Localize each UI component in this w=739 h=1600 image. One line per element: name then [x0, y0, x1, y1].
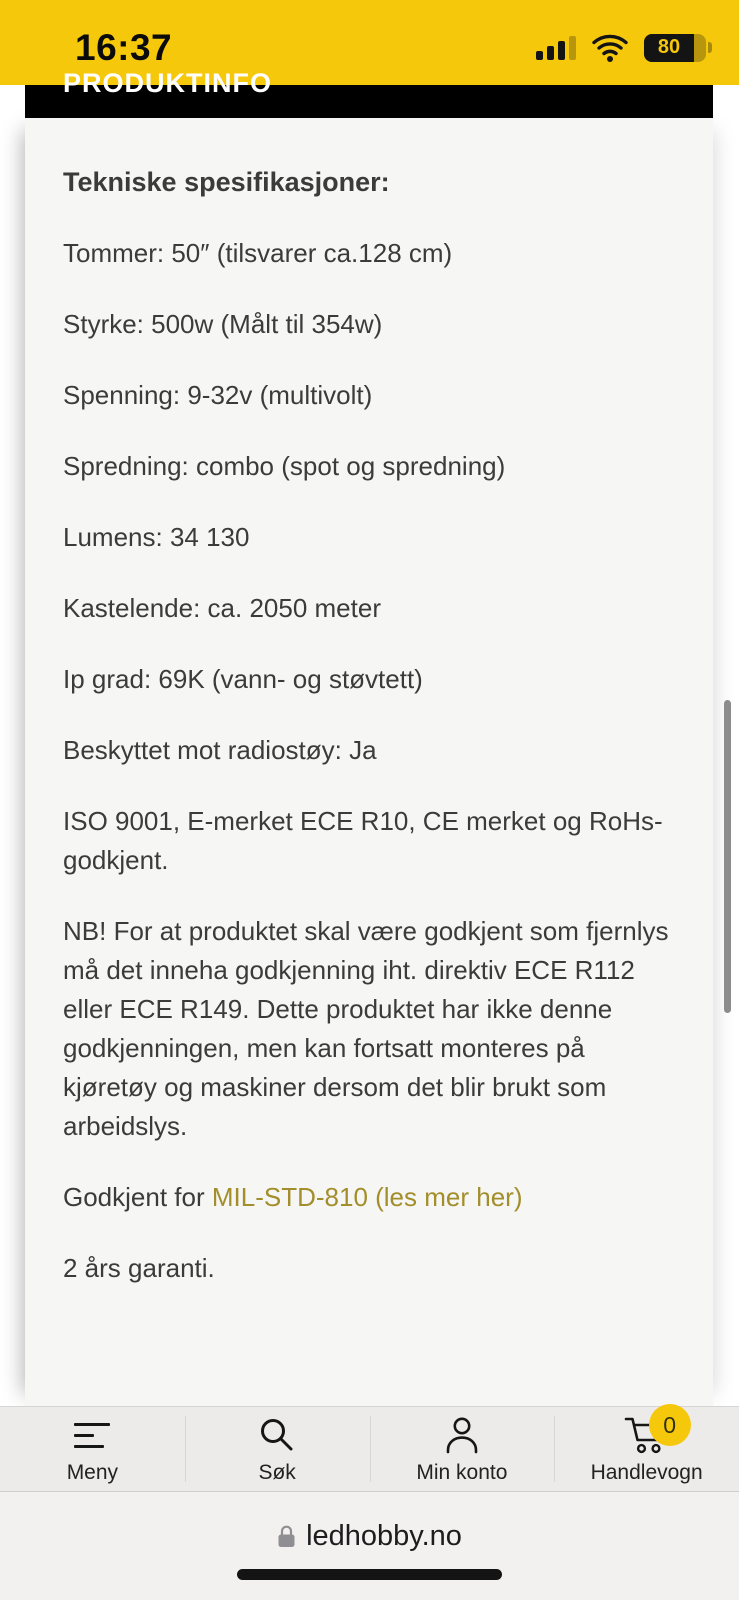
produktinfo-label: PRODUKTINFO [63, 68, 272, 98]
nav-label-handlevogn: Handlevogn [590, 1461, 703, 1484]
address-bar[interactable] [0, 1519, 739, 1553]
warranty-line: 2 års garanti. [63, 1253, 215, 1283]
spec-note-nb: NB! For at produktet skal være godkjent som fjernlys må det inneha godkjenning iht. direktiv ECE R112 eller ECE R149. Dette produktet har ikke denne godkjenningen, men kan fortsatt monteres på kjøretøy og maskiner dersom det blir brukt som arbeidslys. [63, 916, 669, 1141]
spec-line-ip-grad: Ip grad: 69K (vann- og støvtett) [63, 664, 423, 694]
spec-line-lumens: Lumens: 34 130 [63, 522, 250, 552]
status-icons [536, 34, 712, 62]
url-text: ledhobby.no [306, 1519, 462, 1552]
lock-icon [277, 1524, 296, 1549]
user-icon [443, 1416, 481, 1454]
nav-item-min-konto[interactable] [370, 1407, 555, 1491]
nav-label-min-konto: Min konto [416, 1461, 508, 1484]
clock-text: 16:37 [75, 26, 173, 68]
spec-line-kastelende: Kastelende: ca. 2050 meter [63, 593, 381, 623]
nav-item-sok[interactable] [185, 1407, 370, 1491]
menu-icon [74, 1423, 110, 1448]
spec-line-tommer: Tommer: 50″ (tilsvarer ca.128 cm) [63, 238, 453, 268]
nav-item-meny[interactable] [0, 1407, 185, 1491]
browser-chrome [0, 1491, 739, 1600]
scrollbar[interactable] [724, 700, 731, 1013]
specs-heading: Tekniske spesifikasjoner: [63, 167, 390, 197]
spec-line-styrke: Styrke: 500w (Målt til 354w) [63, 309, 383, 339]
spec-line-radiostoy: Beskyttet mot radiostøy: Ja [63, 735, 377, 765]
mil-std-810-link[interactable]: MIL-STD-810 (les mer her) [211, 1182, 523, 1212]
bottom-nav [0, 1406, 739, 1491]
home-indicator[interactable] [237, 1569, 502, 1580]
battery-icon [644, 34, 712, 62]
cellular-signal-icon [536, 35, 576, 60]
spec-line-sertifiseringer: ISO 9001, E-merket ECE R10, CE merket og RoHs-godkjent. [63, 806, 663, 875]
product-specs-section [25, 118, 713, 1406]
spec-line-spenning: Spenning: 9-32v (multivolt) [63, 380, 373, 410]
cart-badge: 0 [649, 1404, 691, 1446]
approval-prefix: Godkjent for [63, 1182, 212, 1212]
spec-line-spredning: Spredning: combo (spot og spredning) [63, 451, 506, 481]
battery-percentage: 80 [657, 36, 681, 58]
approval-line [63, 1178, 683, 1217]
nav-label-meny: Meny [66, 1461, 119, 1484]
search-icon [259, 1417, 295, 1453]
nav-item-handlevogn[interactable] [554, 1407, 739, 1491]
nav-label-sok: Søk [258, 1461, 296, 1484]
tab-produktinfo[interactable] [25, 68, 713, 118]
wifi-icon [591, 34, 629, 62]
